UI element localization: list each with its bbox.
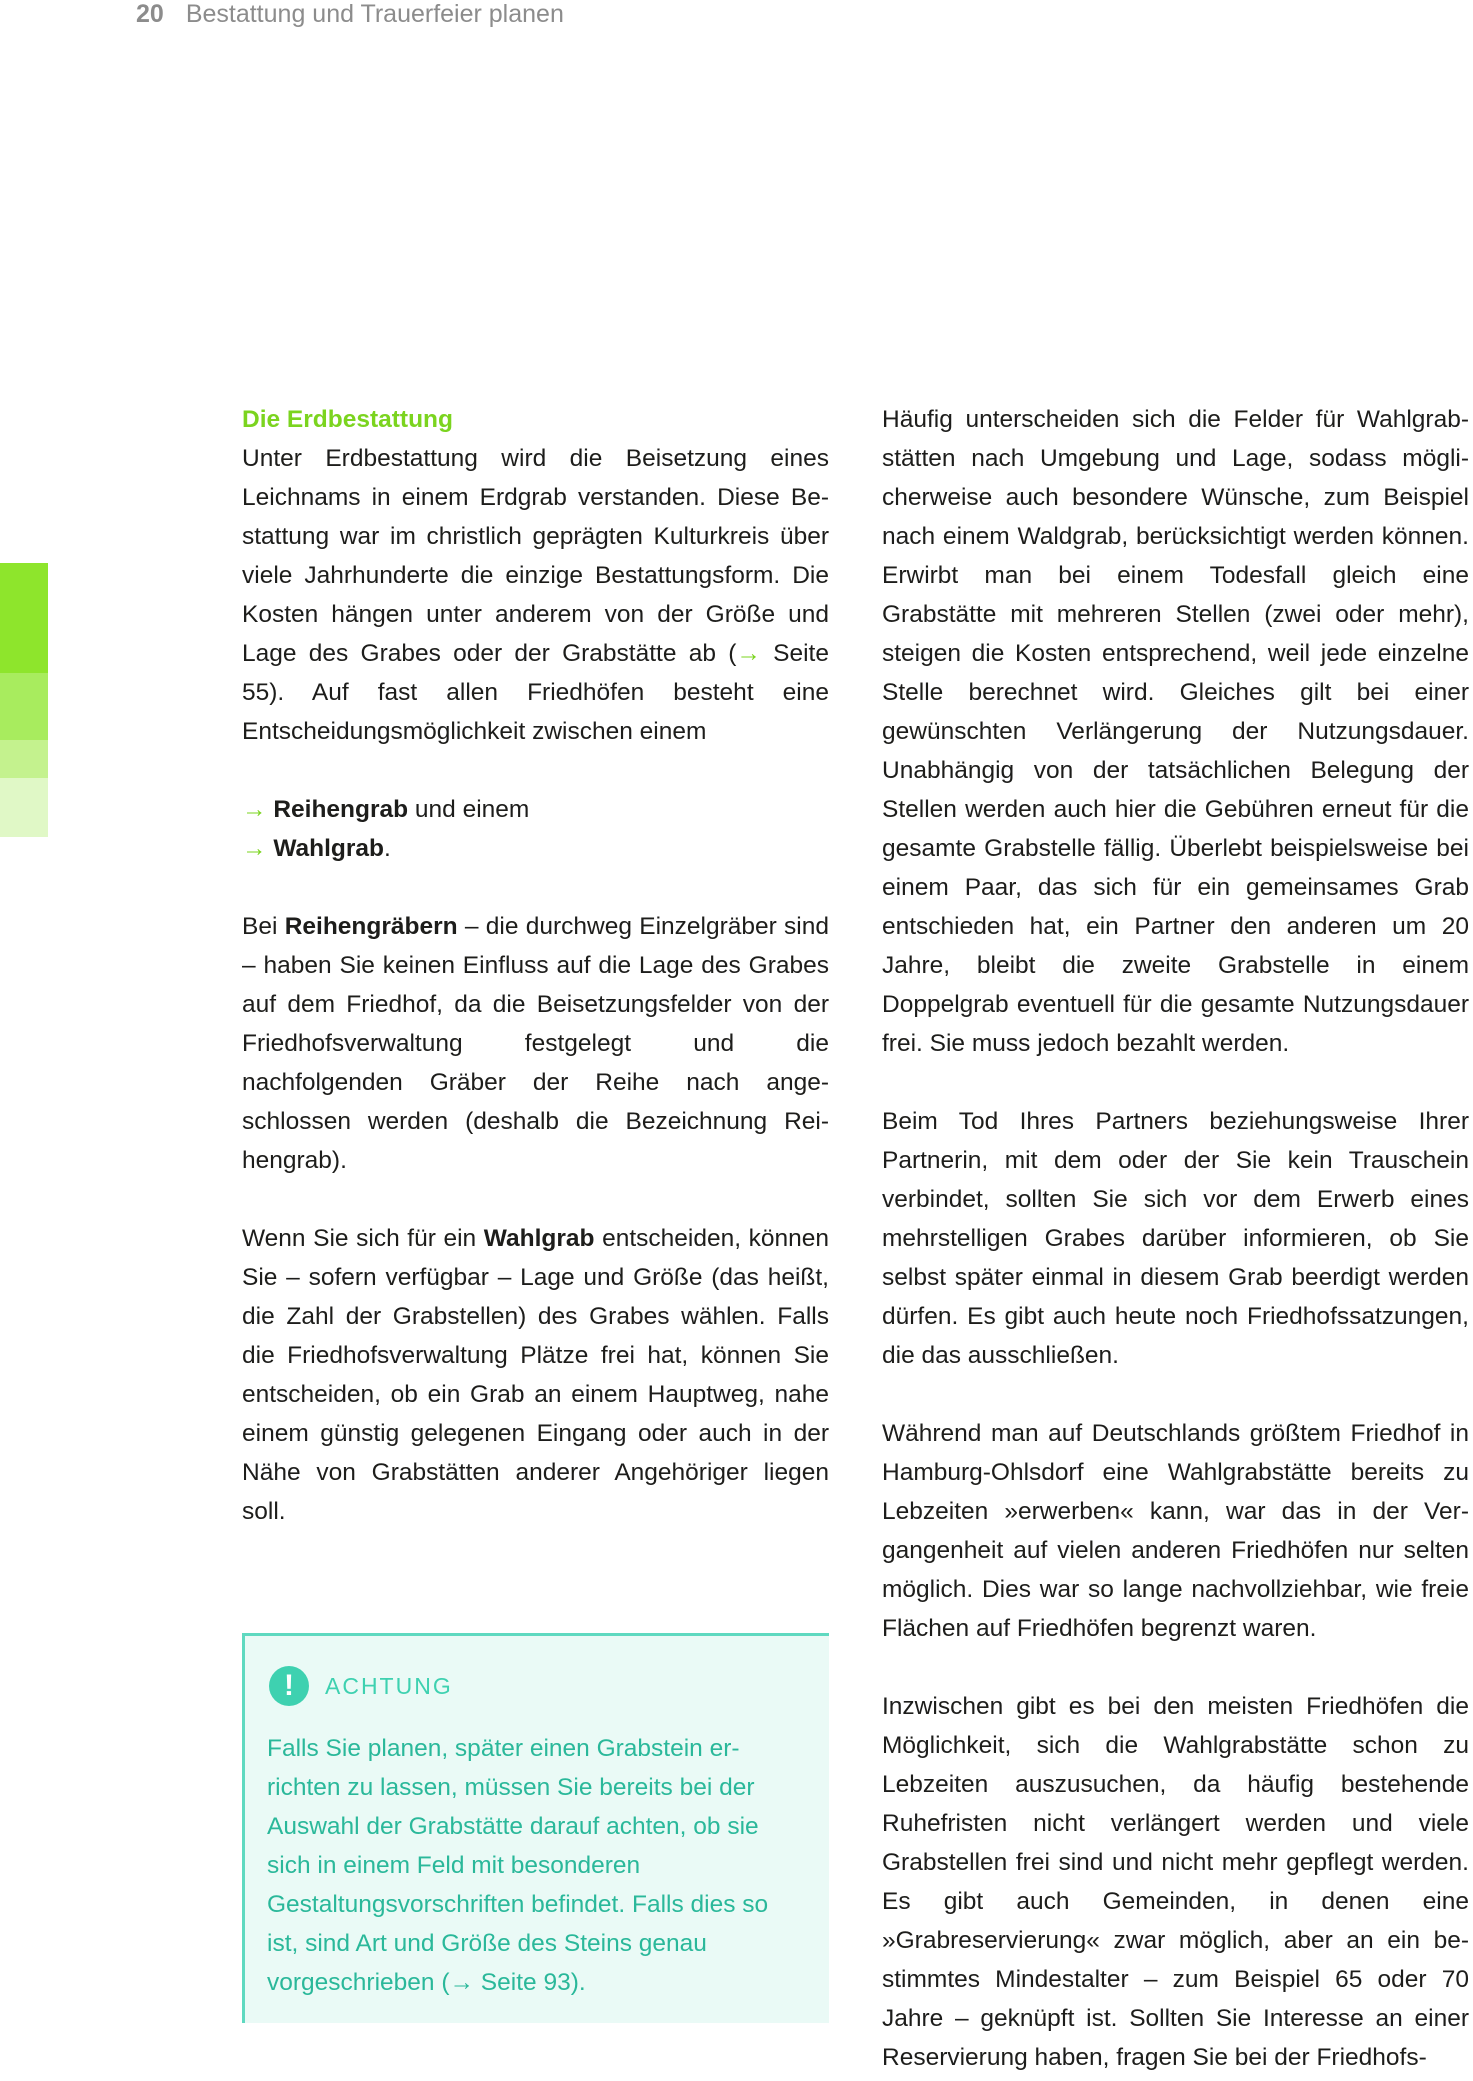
edge-bar xyxy=(0,673,48,740)
warning-callout xyxy=(242,1633,829,2023)
chapter-edge-marker xyxy=(0,563,48,837)
callout-title: ACHTUNG xyxy=(325,1672,453,1699)
paragraph-text: Wenn Sie sich für ein xyxy=(242,1225,484,1252)
edge-bar xyxy=(0,740,48,778)
paragraph-text: entscheiden, können Sie – sofern verfügbar – Lage und Größe (das heißt, die Zahl der Grabstellen) des Grabes wählen. Falls die Friedhofsverwaltung Plätze frei hat, können Sie entscheiden, ob ein Grab an einem Hauptweg, nahe einem günstig gelegenen Eingang oder auch in der Nähe von Grabstätten anderer Angehöriger liegen soll. xyxy=(242,1225,829,1525)
right-column xyxy=(882,400,1469,2077)
edge-bar xyxy=(0,563,48,673)
paragraph: Inzwischen gibt es bei den meisten Friedhöfen die Möglichkeit, sich die Wahlgrabstätte schon zu Lebzeiten auszusuchen, da häufig bestehende Ruhefristen nicht verlängert werden und viele Grabstellen frei sind und nicht mehr gepflegt werden. Es gibt auch Gemeinden, in denen eine »Grabreservierung« zwar möglich, aber an ein bestimmtes Mindestalter – zum Beispiel 65 oder 70 Jahre – geknüpft ist. Sollten Sie Interesse an einer Reservierung haben, fragen Sie bei der Friedhofs- xyxy=(882,1693,1469,2071)
paragraph: Während man auf Deutschlands größtem Friedhof in Hamburg-Ohlsdorf eine Wahlgrabstätte bereits zu Lebzeiten »erwerben« kann, war das in der Vergangenheit auf vielen anderen Friedhöfen nur selten möglich. Dies war so lange nachvollziehbar, wie freie Flächen auf Friedhöfen begrenzt waren. xyxy=(882,1420,1469,1642)
arrow-icon: → xyxy=(449,1969,474,1996)
paragraph-text: – die durchweg Einzelgräber sind – haben Sie keinen Einfluss auf die Lage des Grabes auf dem Friedhof, da die Beisetzungsfelder von der Friedhofsverwaltung festgelegt und die nachfolgenden Gräber der Reihe nach angeschlossen werden (deshalb die Bezeichnung Reihengrab). xyxy=(242,913,829,1174)
list-item xyxy=(242,829,829,868)
callout-text: Falls Sie planen, später einen Grabstein errichten zu lassen, müssen Sie bereits bei der Auswahl der Grabstätte darauf achten, ob sie sich in einem Feld mit besonderen Gestaltungsvorschriften befindet. Falls dies so ist, sind Art und Größe des Steins genau vorgeschrieben ( xyxy=(267,1735,769,1996)
left-column xyxy=(242,400,829,1531)
running-header xyxy=(136,0,564,30)
list-item-term: Wahlgrab xyxy=(273,835,385,862)
list-item-term: Reihengrab xyxy=(273,796,409,823)
page-reference: Seite 93). xyxy=(473,1969,586,1996)
arrow-icon: → xyxy=(242,835,267,862)
section-heading: Die Erdbestattung xyxy=(242,406,453,433)
paragraph-text: Unter Erdbestattung wird die Beisetzung eines Leichnams in einem Erdgrab verstanden. Diese Bestattung war im christlich geprägten Kulturkreis über viele Jahrhunderte die einzige Bestattungsform. Die Kosten hängen unter anderem von der Größe und Lage des Grabes oder der Grabstätte ab ( xyxy=(242,445,829,667)
exclamation-icon: ! xyxy=(269,1666,309,1706)
running-title: Bestattung und Trauerfeier planen xyxy=(185,0,564,28)
arrow-icon: → xyxy=(242,796,267,823)
paragraph xyxy=(242,907,829,1180)
edge-bar xyxy=(0,778,48,837)
paragraph xyxy=(242,439,829,751)
grave-type-list xyxy=(242,790,829,868)
paragraph xyxy=(242,1219,829,1531)
page-reference: Seite 55). Auf fast allen Friedhöfen besteht eine Entscheidungsmöglichkeit zwischen einem xyxy=(242,640,829,745)
bold-term: Wahlgrab xyxy=(483,1225,595,1252)
arrow-icon: → xyxy=(736,640,761,667)
list-item xyxy=(242,790,829,829)
list-item-text: . xyxy=(384,835,391,862)
callout-header xyxy=(269,1666,453,1706)
paragraph: Häufig unterscheiden sich die Felder für Wahlgrabstätten nach Umgebung und Lage, sodass möglicherweise auch besondere Wünsche, zum Beispiel nach einem Waldgrab, berücksichtigt werden können. Erwirbt man bei einem Todesfall gleich eine Grabstätte mit mehreren Stellen (zwei oder mehr), steigen die Kosten entsprechend, weil jede einzelne Stelle berechnet wird. Gleiches gilt bei einer gewünschten Verlängerung der Nutzungsdauer. Unabhängig von der tatsächlichen Belegung der Stellen werden auch hier die Gebühren erneut für die gesamte Grabstelle fällig. Überlebt beispielsweise bei einem Paar, das sich für ein gemeinsames Grab entschieden hat, ein Partner den anderen um 20 Jahre, bleibt die zweite Grabstelle in einem Doppelgrab eventuell für die gesamte Nutzungsdauer frei. Sie muss jedoch bezahlt werden. xyxy=(882,406,1469,1057)
paragraph-text: Bei xyxy=(242,913,285,940)
page-number: 20 xyxy=(136,0,164,28)
list-item-text: und einem xyxy=(408,796,530,823)
callout-body xyxy=(267,1729,797,2002)
bold-term: Reihengräbern xyxy=(284,913,458,940)
paragraph: Beim Tod Ihres Partners beziehungsweise Ihrer Partnerin, mit dem oder der Sie kein Trauschein verbindet, sollten Sie sich vor dem Erwerb eines mehrstelligen Grabes darüber informieren, ob Sie selbst später einmal in diesem Grab beerdigt werden dürfen. Es gibt auch heute noch Friedhofssatzungen, die das ausschließen. xyxy=(882,1108,1469,1369)
